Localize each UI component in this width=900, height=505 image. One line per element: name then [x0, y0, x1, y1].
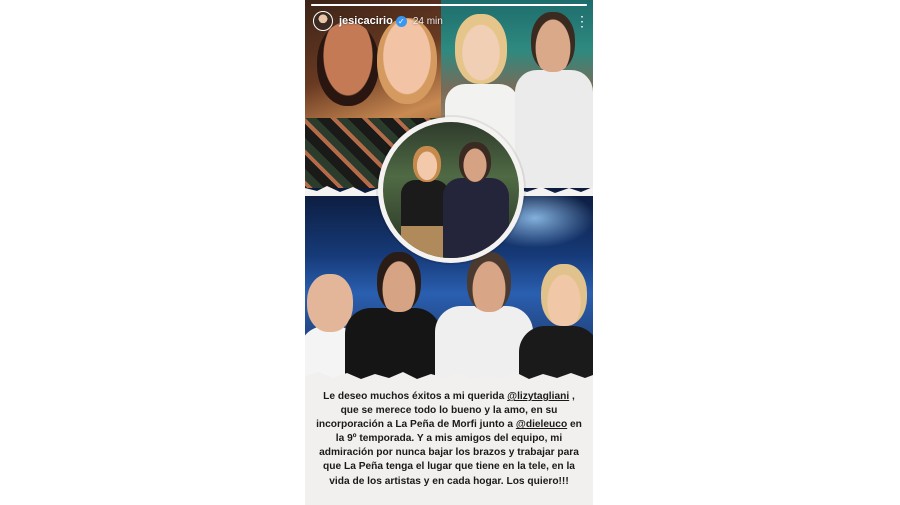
- torn-paper-edge-bottom: [305, 368, 593, 386]
- mention-dieleuco[interactable]: @dieleuco: [515, 419, 568, 431]
- caption-text-3: en la 9º temporada. Y a mis amigos del equipo, mi admiración por nunca bajar los brazos y trabajar para que La Peña tenga el lugar que tiene en la tele, en la vida de los artistas y en cada hogar. Los quiero!!!: [319, 419, 582, 487]
- story-header: [313, 10, 589, 32]
- story-progress-bar: [311, 4, 587, 6]
- mention-lizytagliani[interactable]: @lizytagliani: [507, 391, 570, 402]
- caption-text-2: , que se merece todo lo bueno y la amo, en su incorporación a La Peña de Morfi junto a: [316, 391, 575, 431]
- more-vertical-icon[interactable]: ⋮: [575, 13, 589, 29]
- story-caption: [315, 390, 583, 489]
- avatar[interactable]: [313, 11, 333, 31]
- instagram-story[interactable]: [305, 0, 593, 505]
- verified-badge-icon: ✓: [396, 16, 407, 27]
- circle-photo-woman-and-man: [378, 117, 524, 263]
- username[interactable]: jesicacirio: [339, 15, 393, 27]
- timestamp: 24 min: [412, 15, 443, 27]
- story-progress-fill: [311, 4, 587, 6]
- caption-text-1: Le deseo muchos éxitos a mi querida: [323, 391, 508, 402]
